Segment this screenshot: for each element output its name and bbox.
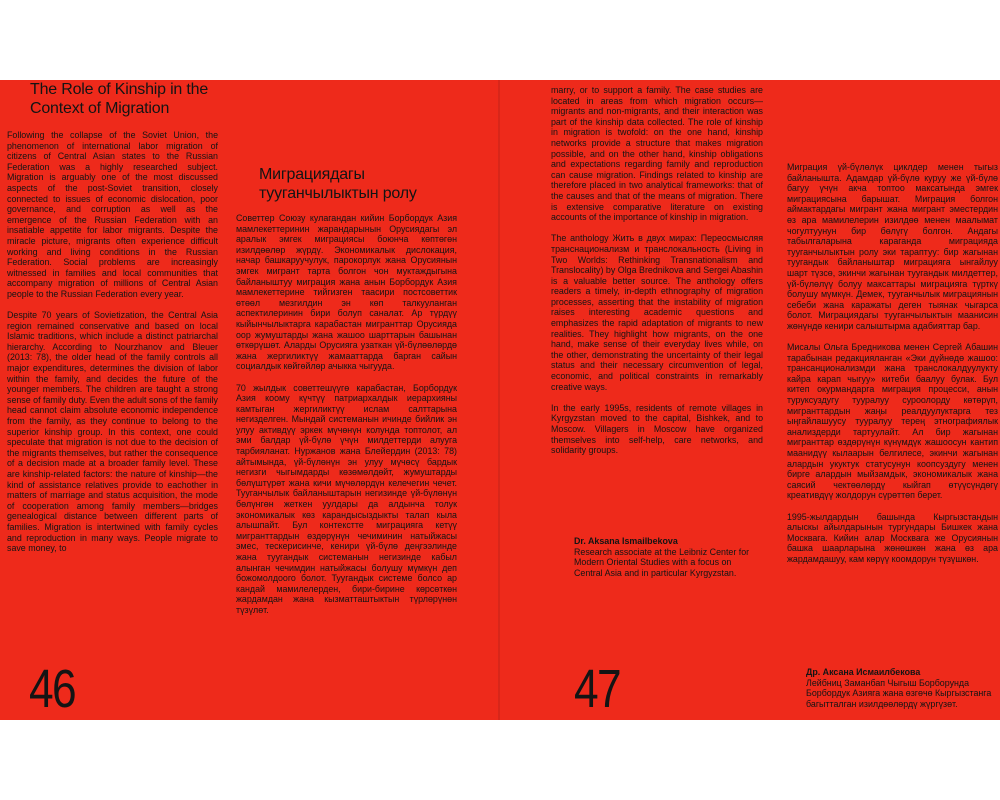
- page-number-right: 47: [574, 659, 620, 719]
- page-number-left: 46: [29, 659, 75, 719]
- english-article-title: The Role of Kinship in the Context of Migration: [30, 81, 209, 117]
- english-paragraph-1: Following the collapse of the Soviet Union, the phenomenon of international labor migration of citizens of Central Asian states to the Russian Federation was a highly researched subject. Migration is arguably one of the most discussed aspects of the post-Soviet transition, closely connected to issues of economic dislocation, poor governance, and corruption as well as the emergence of the Russian Federation with an insatiable appetite for labor migrants. Despite the miracle picture, migrants often experience difficult working and living conditions in the Russian Federation. Social problems are increasingly witnessed in families and local communities that accompany migration of millions of Central Asian people to the Russian Federation every year.: [7, 130, 218, 299]
- english-column-right: [551, 85, 763, 456]
- kyrgyz-author-name: Др. Аксана Исмаилбекова: [806, 667, 921, 677]
- english-column-left: [7, 130, 218, 554]
- english-paragraph-5: In the early 1995s, residents of remote villages in Kyrgyzstan moved to the capital, Bishkek, and to Moscow. Villagers in Moscow have organized themselves into self-help, care networks, and solidarity groups.: [551, 402, 763, 456]
- kyrgyz-paragraph-1: Советтер Союзу кулагандан кийин Борбордук Азия мамлекеттеринин жарандарынын Орусиядагы эл аралык эмгек миграциясы боюнча көптөгөн изилдөөлөр жүрдү. Экономикалык дислокация, начар башкаруучулук, парокорлук жана Орусиянын эмгек мигрант тарта болгон чон муктаждыгына байланыштуу миграция жана анын Борбордук Азия мамлекеттерине тийгизген таасири постсоветтик өтөөл мезгилдин эн көп талкууланган аспектилеринин бири болуп саналат. Ар түрдүү кыйынчылыктарга карабастан мигранттар Орусияда оор жумуштарды жана жашоо шарттарын башынан өткөрүшөт. Аларды Орусияга узаткан үй-бүлөөлөрдө жана жергиликтүү жамааттарда барган сайын социалдык көйгөйлөр ачыкка чыгууда.: [236, 213, 457, 372]
- english-paragraph-2: Despite 70 years of Sovietization, the Central Asia region remained conservative and based on local Islamic traditions, which include a distinct patriarchal hierarchy. According to Nourzhanov and Bleuer (2013: 78), the older head of the family controls all major expenditures, determines the division of labor within the family, and decides the future of the younger members. The children are taught a strong sense of family duty. Even the adult sons of the family head cannot claim absolute economic independence from the family, as they continue to belong to the superior kinship group. In this context, one could speculate that migration is not due to the decision of the migrants themselves, but rather the consequence of a decision made at a broader family level. These are kinship-related factors: the nature of kinship—the kind of assistance relatives provide to eachother in matters of marriage and status acquisition, the mode of cooperation among family members—bridges genealogical distance between different parts of families. Migration is intertwined with family cycles and reproduction in many ways. People migrate to save money, to: [7, 310, 218, 554]
- english-paragraph-3: marry, or to support a family. The case studies are located in areas from which migration occurs—migrants and non-migrants, and their interaction was part of the kinship data collected. The role of kinship in migration is twofold: on the one hand, kinship networks provide a structure that makes migration possible, and on the other hand, kinship obligations and expectations regarding family and reproduction can cause migration. Findings related to kinship are therefore placed in two analytical frameworks: that of the causes and that of the means of migration. There is extensive comparative literature on existing accounts of the importance of kinship in migration.: [551, 85, 763, 223]
- magazine-spread: [0, 80, 1000, 720]
- kyrgyz-paragraph-2: 70 жылдык советтешүүгө карабастан, Борбордук Азия коому күчтүү патриархалдык иерархияны камтыган жергиликтүү ислам салттарына негизделген. Мындай системанын ичинде бийлик эн улуу активдүү эркек мүчөнүн колунда топтолот, ал эми балдар үй-бүлө үчүн милдеттерди алууга тарбияланат. Нуржанов жана Блейердин (2013: 78) айтымында, үй-бүлөнүн эн улуу мүчөсү бардык негизги чыгымдарды көзөмөлдөйт, жумуштарды бөлүштүрөт жана кичи мүчөлөрдүн келечегин чечет. Тууганчылык байланыштарын негизинде үй-бүлөнүн бөлүнгөн жеткен уулдары да алдынча толук экономикалык көз карандысыздыкты талап кыла алышпайт. Бул контекстте миграцияга кетүү мигранттардын өздөрүнүн чечиминин натыйжасы эмес, тескерисинче, кенири үй-бүлө деңгээлинде жана туугандык системанын негизинде кабыл алынган чечимдин натыйжасы болушу мүмкүн деп божомолдоого болот. Туугандык системе болсо ар кандай мамилелерден, бири-бирине көрсөткөн жардамдан жана кызматташтыктын түрлөрүнөн түзүлөт.: [236, 382, 457, 615]
- kyrgyz-paragraph-4: Мисалы Ольга Бредникова менен Сергей Абашин тарабынан редакцияланган «Эки дүйнөдө жашоо: трансанционализмди жана транслокалдуулукту кайра карап чыгуу» китеби баалуу булак. Бул китеп окурмандарга миграция процесси, анын туруксуздугу тууралуу суроолорду көтөрүп, мигранттардын жаңы реалдуулуктарга тез ыңгайлашуусу тууралуу терең этнографиялык анализдерди тартуулайт. Ал бир жагынан мигранттар өздөрүнүн күнүмдүк жашоосун кантип маанидүү кылаарын белгилесе, экинчи жагынан алардын укуктук статусунун коопсуздугу менен бирге алардын мыйзамдык, экономикалык жана саясий чектөөлөрдү кыйгап өтүүсүндөгү креативдүү жолдорун сүрөттөп берет.: [787, 342, 998, 501]
- kyrgyz-paragraph-5: 1995-жылдардын башында Кыргызстандын алыскы айылдарынын тургундары Бишкек жана Москвага. Кийин алар Москвага же Орусиянын башка шаарларына жөнөшкөн жана өз ара жардамдашуу, кам көрүү коомдорун түзүшкөн.: [787, 511, 998, 564]
- kyrgyz-column-left: [236, 213, 457, 616]
- kyrgyz-author-block: [806, 667, 999, 709]
- english-paragraph-4: The anthology Жить в двух мирах: Переосмысляя транснационализм и транслокальность (Living in Two Worlds: Rethinking Transnationalism and Translocality) by Olga Brednikova and Sergei Abashin is a valuable better source. The anthology offers readers a timely, in-depth ethnography of migration processes, asserting that the instability of migration raises interesting academic questions and emphasizes the rapid adaptation of migrants to new realities. They highlight how migrants, on the one hand, make sense of their everyday lives while, on the other, demonstrating the uncertainty of their legal status and their necessary circumvention of legal, economic, and political constraints in remarkably creative ways.: [551, 233, 763, 392]
- english-author-affiliation: Research associate at the Leibniz Center for Modern Oriental Studies with a focus on Central Asia and in particular Kyrgyzstan.: [574, 546, 750, 578]
- kyrgyz-article-title: Миграциядагы тууганчылыктын ролу: [259, 166, 417, 202]
- kyrgyz-paragraph-3: Миграция үй-бүлөлүк циклдер менен тыгыз байланышта. Адамдар үй-бүлө куруу же үй-бүлө багуу үчүн акча топтоо максатында эмгек миграциясына барышат. Миграция болгон аймактардагы мигрант жана мигрант эместердин өз ара мамилелерин изилдөө менен маалымат чогултуунун бир бөлүгү болгон. Андагы табылгаларына караганда миграцияда тууганчылыктын ролу эки тараптуу: бир жагынан туугандык байланыштар миграцияга ынгайлуу шарт түзсө, экинчи жагынан туугандык милдеттер, үй-бүлөлүү болуу максаттары миграцияга түрткү болушу мүмкүн. Демек, тууганчылык миграциянын себеби жана каражаты деген тыянак чыгарса болот. Миграциядагы тууганчылыктын маанисин жөнүндө кенири салыштырма адабияттар бар.: [787, 162, 998, 331]
- kyrgyz-author-affiliation: Лейбниц Заманбап Чыгыш Борборунда Борбордук Азияга жана өзгөчө Кыргызстанга багытталган изилдөөлөрдү жүргүзөт.: [806, 677, 992, 709]
- english-author-name: Dr. Aksana Ismailbekova: [574, 536, 678, 546]
- english-author-block: [574, 536, 754, 578]
- right-page: [500, 80, 1000, 720]
- left-page: [0, 80, 498, 720]
- kyrgyz-column-right: [787, 162, 998, 565]
